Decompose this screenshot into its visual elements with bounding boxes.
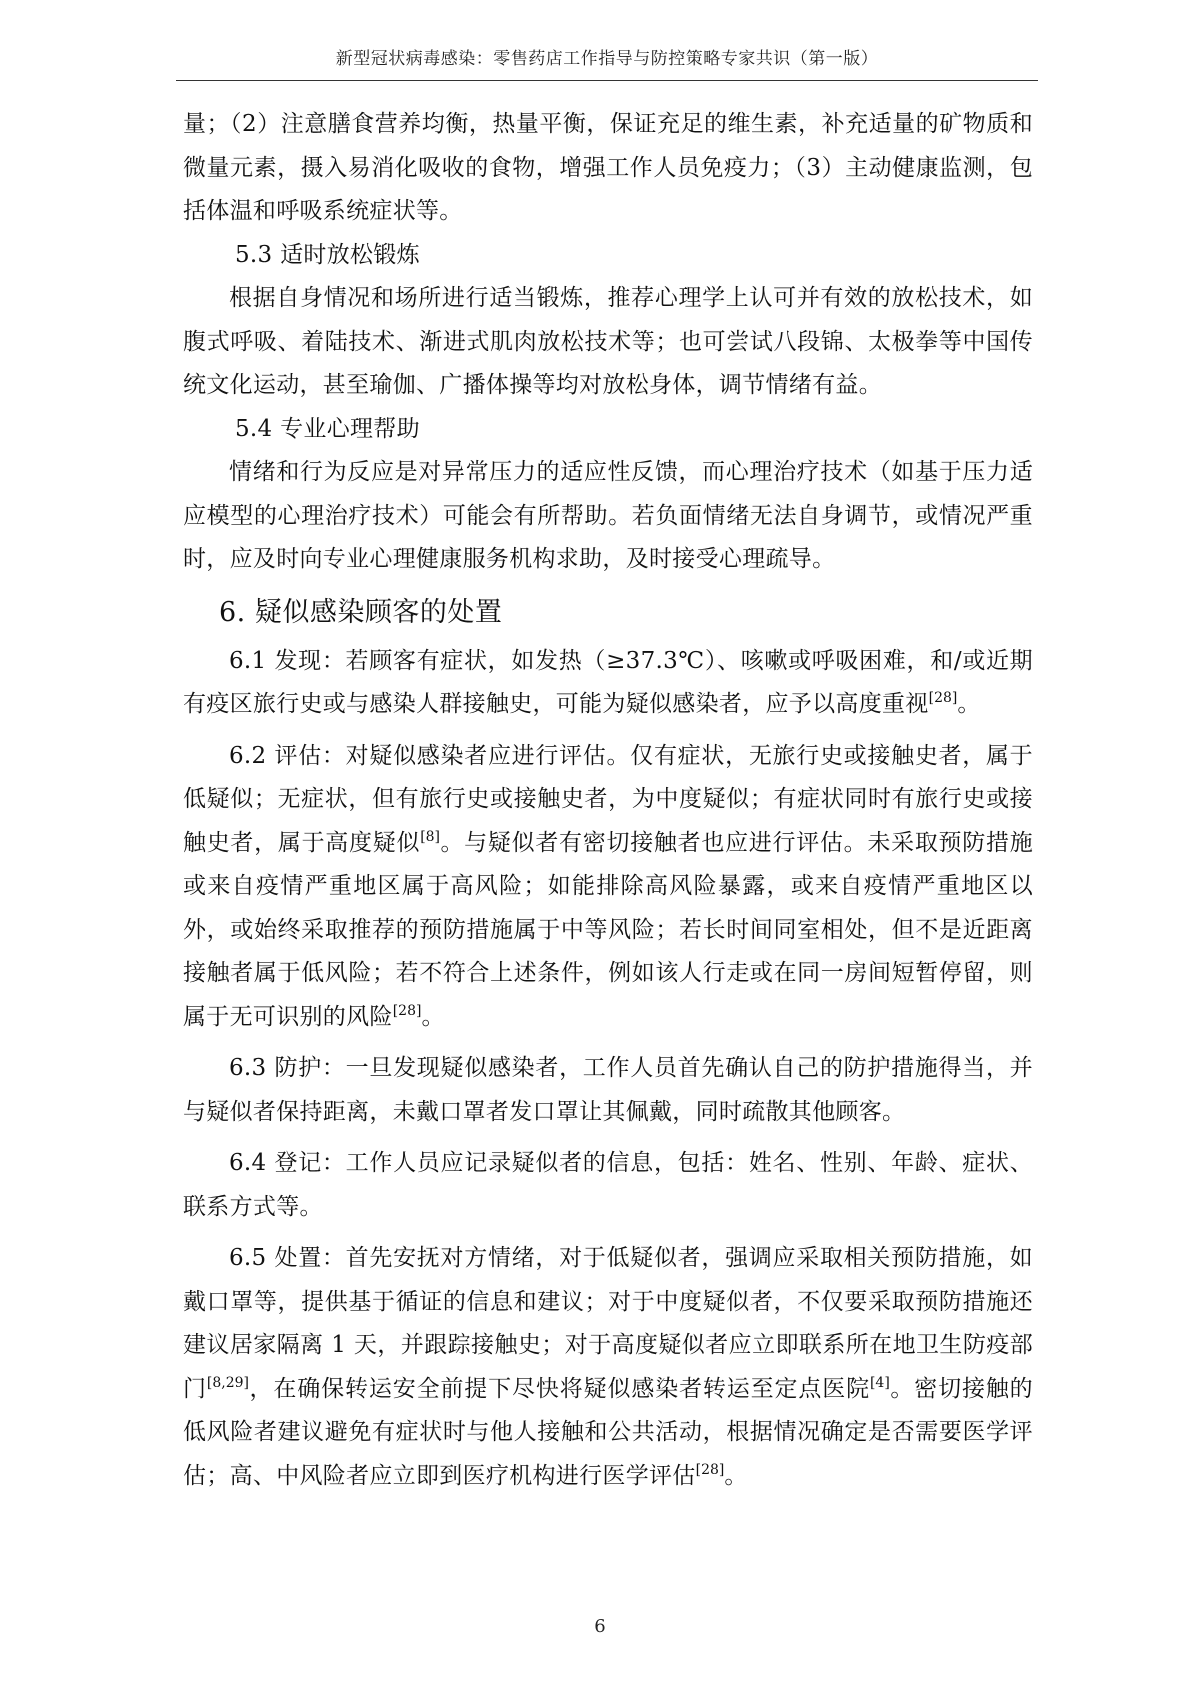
- paragraph-6-2-text-a: 6.2 评估：对疑似感染者应进行评估。仅有症状，无旅行史或接触史者，属于低疑似；无症状，但有旅行史或接触史者，为中度疑似；有症状同时有旅行史或接触史者，属于高度疑似: [183, 742, 1033, 856]
- header-divider: [176, 80, 1038, 81]
- punctuation: 。: [957, 691, 981, 717]
- citation-28: [28]: [928, 690, 958, 706]
- paragraph-6-5-text-b: ，在确保转运安全前提下尽快将疑似感染者转运至定点医院: [248, 1375, 870, 1402]
- paragraph-5-3: 根据自身情况和场所进行适当锻炼，推荐心理学上认可并有效的放松技术，如腹式呼吸、着陆技术、渐进式肌肉放松技术等；也可尝试八段锦、太极拳等中国传统文化运动，甚至瑜伽、广播体操等均对放松身体，调节情绪有益。: [183, 285, 1033, 398]
- punctuation: 。: [421, 1003, 445, 1030]
- section-heading-6: 6. 疑似感染顾客的处置: [219, 596, 503, 628]
- citation-28: [28]: [392, 1002, 422, 1019]
- paragraph-6-5: [183, 1237, 1033, 1498]
- citation-8: [8]: [420, 828, 441, 845]
- paragraph-6-4: 6.4 登记：工作人员应记录疑似者的信息，包括：姓名、性别、年龄、症状、联系方式等。: [183, 1150, 1033, 1220]
- paragraph-6-5-text-a: 6.5 处置：首先安抚对方情绪，对于低疑似者，强调应采取相关预防措施，如戴口罩等，提供基于循证的信息和建议；对于中度疑似者，不仅要采取预防措施还建议居家隔离 1 天，并跟踪接触史；对于高度疑似者应立即联系所在地卫生防疫部门: [183, 1245, 1033, 1402]
- subheading-5-4: 5.4 专业心理帮助: [235, 415, 420, 442]
- subheading-5-3: 5.3 适时放松锻炼: [235, 241, 420, 268]
- citation-28: [28]: [695, 1461, 725, 1478]
- paragraph-6-1-text: 6.1 发现：若顾客有症状，如发热（≥37.3℃）、咳嗽或呼吸困难，和/或近期有疫区旅行史或与感染人群接触史，可能为疑似感染者，应予以高度重视: [183, 647, 1033, 717]
- paragraph-5-4: 情绪和行为反应是对异常压力的适应性反馈，而心理治疗技术（如基于压力适应模型的心理治疗技术）可能会有所帮助。若负面情绪无法自身调节，或情况严重时，应及时向专业心理健康服务机构求助，及时接受心理疏导。: [183, 459, 1033, 572]
- document-body: [183, 103, 1033, 1498]
- paragraph-6-2: [183, 735, 1033, 1040]
- page-number: 6: [594, 1616, 606, 1637]
- paragraph-continuation: 量；（2）注意膳食营养均衡，热量平衡，保证充足的维生素，补充适量的矿物质和微量元素，摄入易消化吸收的食物，增强工作人员免疫力；（3）主动健康监测，包括体温和呼吸系统症状等。: [183, 111, 1033, 224]
- paragraph-6-1: [183, 640, 1033, 727]
- paragraph-6-3: 6.3 防护：一旦发现疑似感染者，工作人员首先确认自己的防护措施得当，并与疑似者保持距离，未戴口罩者发口罩让其佩戴，同时疏散其他顾客。: [183, 1055, 1033, 1125]
- citation-8-29: [8,29]: [206, 1374, 249, 1391]
- paragraph-6-5-text-c: 。密切接触的低风险者建议避免有症状时与他人接触和公共活动，根据情况确定是否需要医学评估；高、中风险者应立即到医疗机构进行医学评估: [183, 1375, 1033, 1489]
- running-header: 新型冠状病毒感染：零售药店工作指导与防控策略专家共识（第一版）: [335, 49, 879, 69]
- citation-4: [4]: [869, 1374, 890, 1391]
- punctuation: 。: [724, 1462, 748, 1489]
- paragraph-6-2-text-b: 。与疑似者有密切接触者也应进行评估。未采取预防措施或来自疫情严重地区属于高风险；如能排除高风险暴露，或来自疫情严重地区以外，或始终采取推荐的预防措施属于中等风险；若长时间同室相处，但不是近距离接触者属于低风险；若不符合上述条件，例如该人行走或在同一房间短暂停留，则属于无可识别的风险: [183, 829, 1033, 1030]
